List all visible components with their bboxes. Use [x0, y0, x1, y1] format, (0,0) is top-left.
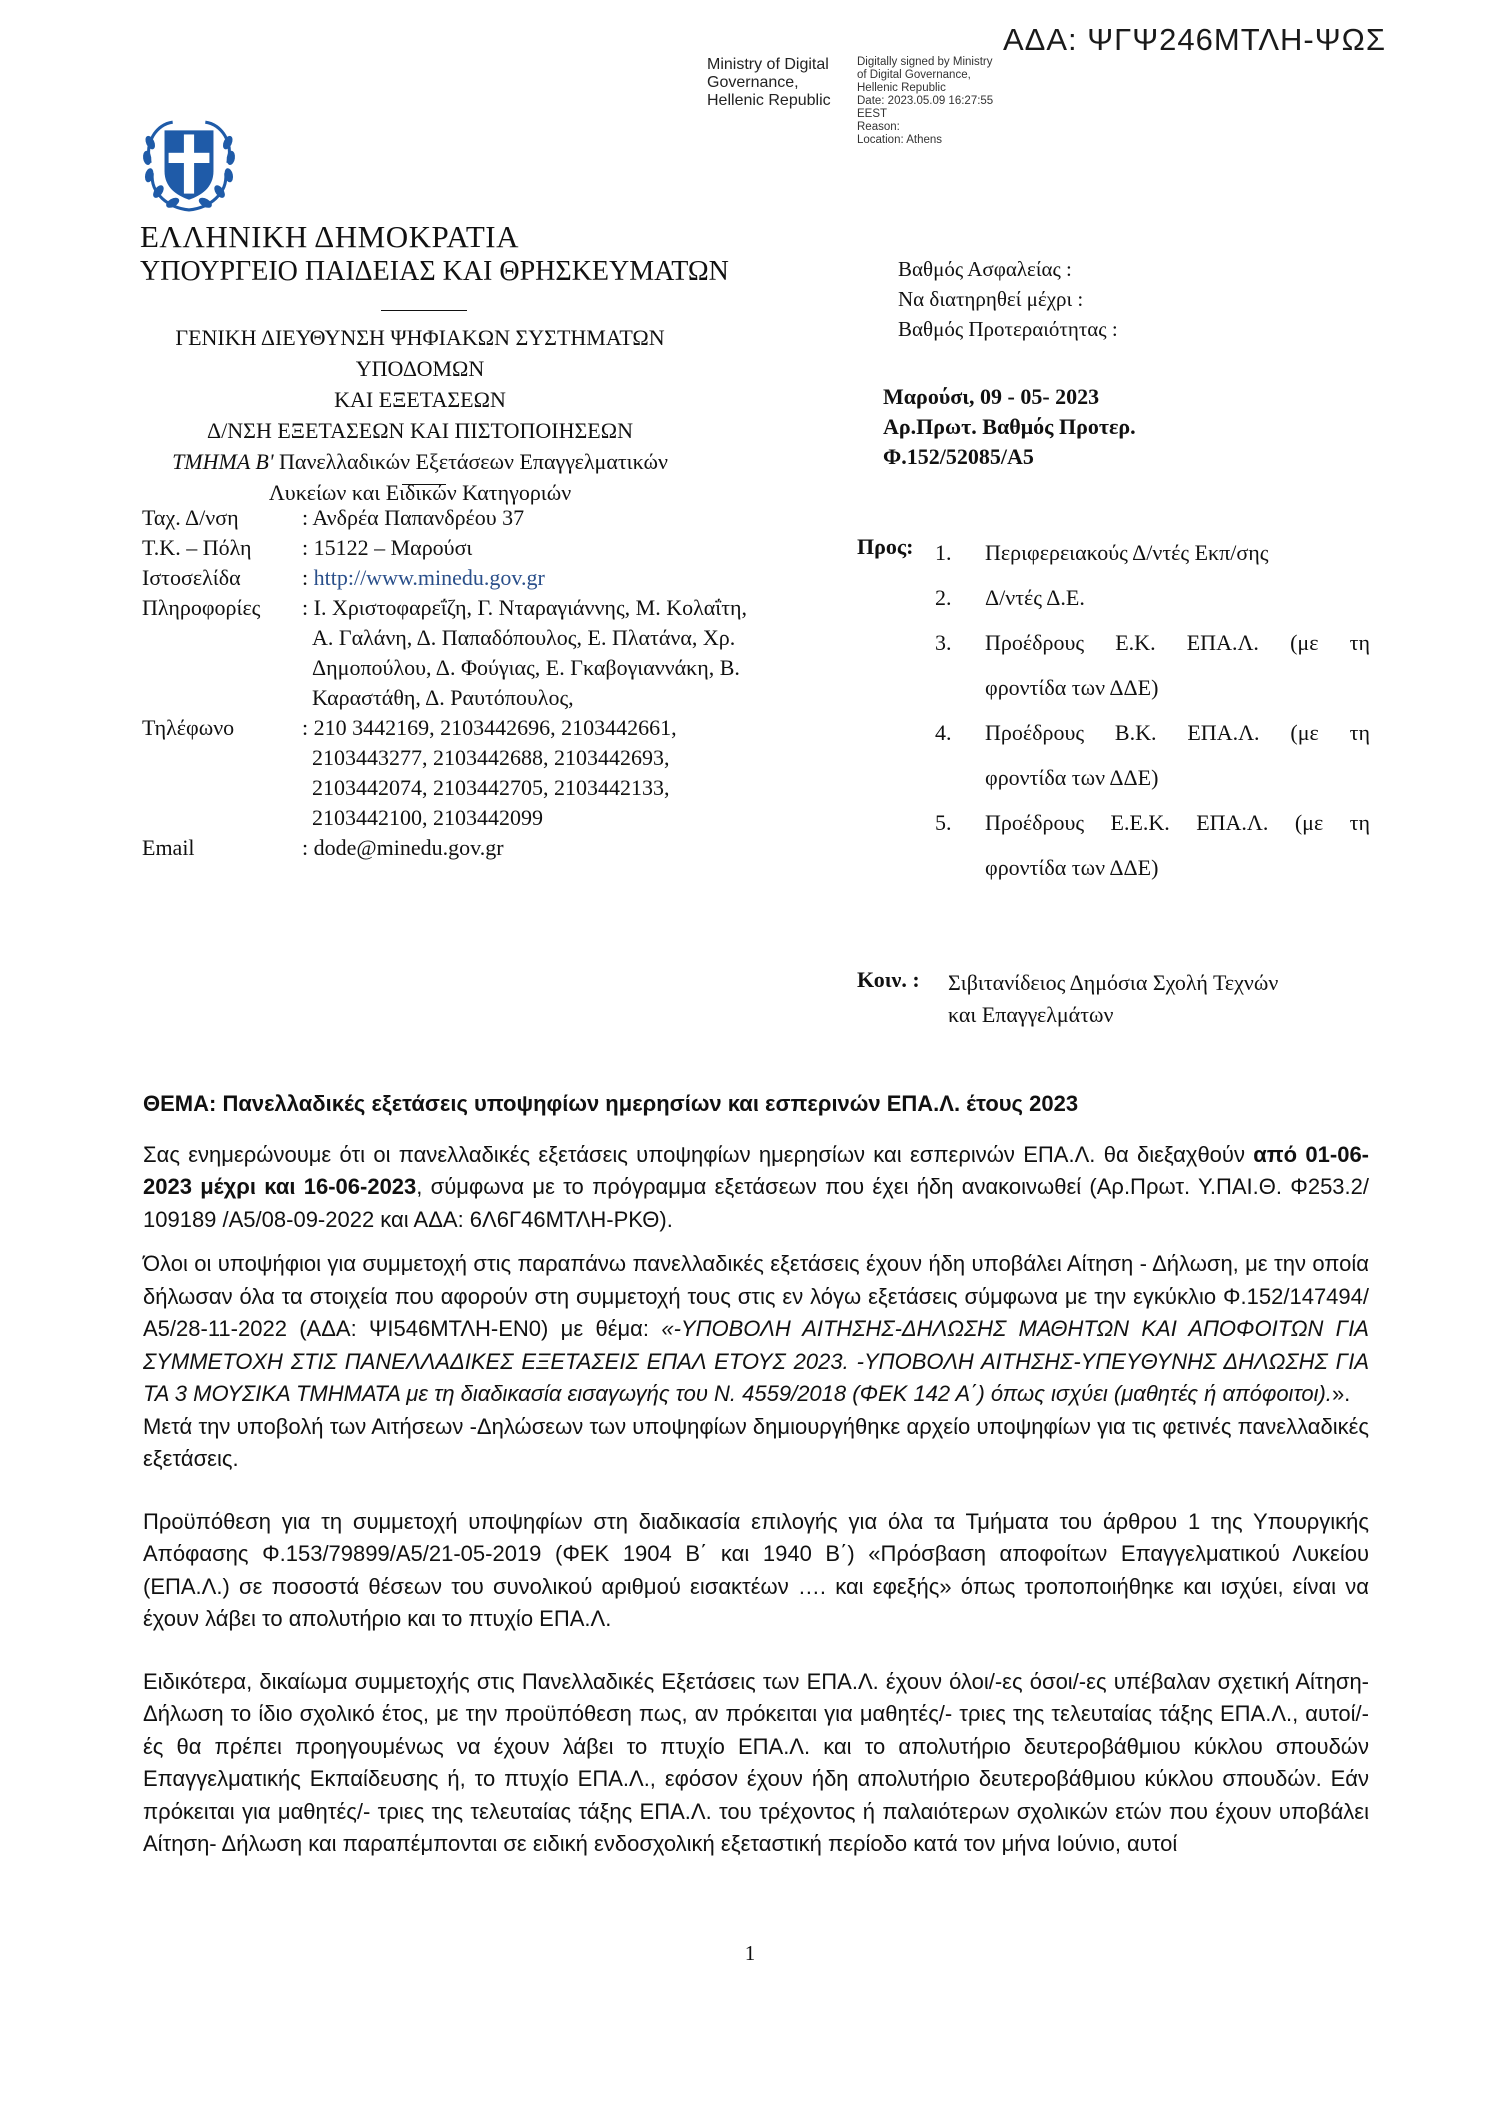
signature-detail-line: of Digital Governance, — [857, 69, 971, 81]
phone-line: 2103442100, 2103442099 — [312, 805, 543, 830]
contact-row-website — [142, 563, 832, 593]
info-line: Δημοπούλου, Δ. Φούγιας, Ε. Γκαβογιαννάκη, Β. — [312, 655, 740, 680]
paragraph-eligibility: Ειδικότερα, δικαίωμα συμμετοχής στις Πανελλαδικές Εξετάσεις των ΕΠΑ.Λ. έχουν όλοι/-ες όσοι/-ες υπέβαλαν σχετική Αίτηση- Δήλωση το ίδιο σχολικό έτος, με την προϋπόθεση πως, αν πρόκειται για μαθητές/- τριες της τελευταίας τάξης ΕΠΑ.Λ., αυτοί/-ές θα πρέπει προηγουμένως να έχουν λάβει το πτυχίο ΕΠΑ.Λ. και το απολυτήριο δευτεροβάθμιου κύκλου σπουδών Επαγγελματικής Εκπαίδευσης ή, το πτυχίο ΕΠΑ.Λ., εφόσον έχουν ήδη απολυτήριο δευτεροβάθμιου κύκλου σπουδών. Εάν πρόκειται για μαθητές/- τριες της τελευταίας τάξης ΕΠΑ.Λ. του τρέχοντος ή παλαιότερων σχολικών ετών που έχουν υποβάλει Αίτηση- Δήλωση και παραπέμπονται σε ειδική ενδοσχολική εξεταστική περίοδο κατά τον μήνα Ιούνιο, αυτοί — [143, 1668, 1369, 1856]
ada-code: ΑΔΑ: ΨΓΨ246ΜΤΛΗ-ΨΩΣ — [1003, 22, 1386, 57]
directorate-line: ΓΕΝΙΚΗ ΔΙΕΥΘΥΝΣΗ ΨΗΦΙΑΚΩΝ ΣΥΣΤΗΜΑΤΩΝ ΥΠΟΔΟΜΩΝ — [175, 325, 665, 381]
cc-line: Σιβιτανίδειος Δημόσια Σχολή Τεχνών — [948, 970, 1279, 995]
contact-label: Ιστοσελίδα — [142, 565, 241, 590]
contact-row-address — [142, 503, 832, 533]
signature-organization — [707, 56, 831, 110]
cc-line: και Επαγγελμάτων — [948, 1002, 1114, 1027]
signature-detail-line: Location: Athens — [857, 134, 943, 146]
subject-heading: ΘΕΜΑ: Πανελλαδικές εξετάσεις υποψηφίων ημερησίων και εσπερινών ΕΠΑ.Λ. έτους 2023 — [143, 1091, 1079, 1116]
recipient-item — [935, 620, 1370, 665]
contact-table — [142, 503, 832, 863]
contact-value: : 15122 – Μαρούσι — [302, 535, 473, 560]
signature-org-line: Hellenic Republic — [707, 92, 831, 109]
phone-line: 2103442074, 2103442705, 2103442133, — [312, 775, 670, 800]
section-name: Πανελλαδικών Εξετάσεων Επαγγελματικών — [273, 449, 668, 474]
recipient-text: φροντίδα των ΔΔΕ) — [985, 675, 1159, 700]
recipient-item-cont — [935, 755, 1370, 800]
recipient-number-blank — [935, 845, 985, 890]
paragraph-applications — [143, 1248, 1369, 1411]
document-body — [143, 1088, 1369, 1861]
phone-line: 2103443277, 2103442688, 2103442693, — [312, 745, 670, 770]
contact-label: Τηλέφωνο — [142, 715, 235, 740]
directorate-line: ΚΑΙ ΕΞΕΤΑΣΕΩΝ — [334, 387, 506, 412]
recipient-text: φροντίδα των ΔΔΕ) — [985, 765, 1159, 790]
protocol-number: Φ.152/52085/Α5 — [883, 444, 1034, 469]
page-number: 1 — [744, 1941, 756, 1965]
recipient-text: Δ/ντές Δ.Ε. — [985, 585, 1085, 610]
text-run: Όλοι οι υποψήφιοι για συμμετοχή στις παραπάνω πανελλαδικές εξετάσεις έχουν ήδη υποβάλει Αίτηση - Δήλωση, με την οποία δήλωσαν όλα τα στοιχεία που αφορούν στη συμμετοχή τους στις εν λόγω εξετάσεις σύμφωνα με την εγκύκλιο Φ.152/147494/Α5/28-11-2022 (ΑΔΑ: ΨΙ546ΜΤΛΗ-ΕΝ0) με θέμα: — [143, 1251, 1369, 1341]
ministry-heading: ΥΠΟΥΡΓΕΙΟ ΠΑΙΔΕΙΑΣ ΚΑΙ ΘΡΗΣΚΕΥΜΑΤΩΝ — [140, 256, 729, 287]
paragraph-exam-dates — [143, 1139, 1369, 1237]
signature-org-line: Ministry of Digital — [707, 56, 829, 73]
recipient-item — [935, 800, 1370, 845]
recipient-text: Προέδρους Ε.Κ. ΕΠΑ.Λ. (με τη — [985, 630, 1370, 655]
document-date: Μαρούσι, 09 - 05- 2023 — [883, 384, 1100, 409]
recipient-text: Προέδρους Ε.Ε.Κ. ΕΠΑ.Λ. (με τη — [985, 810, 1370, 835]
contact-label: Email — [142, 835, 195, 860]
email-value: : dode@minedu.gov.gr — [302, 835, 504, 860]
info-line: Α. Γαλάνη, Δ. Παπαδόπουλος, Ε. Πλατάνα, Χρ. — [312, 625, 736, 650]
website-link[interactable]: http://www.minedu.gov.gr — [313, 565, 545, 590]
recipient-text: Προέδρους Β.Κ. ΕΠΑ.Λ. (με τη — [985, 720, 1370, 745]
text-run: , σύμφωνα με το πρόγραμμα εξετάσεων που έχει ήδη ανακοινωθεί (Αρ.Πρωτ. Υ.ΠΑΙ.Θ. Φ253.2/ 109189 /Α5/08-09-2022 και ΑΔΑ: 6Λ6Γ46ΜΤΛΗ-ΡΚΘ). — [143, 1174, 1369, 1232]
signature-details — [857, 56, 993, 147]
contact-value — [302, 713, 832, 833]
recipients-label: Προς: — [857, 534, 914, 559]
signature-detail-line: Reason: — [857, 121, 900, 133]
date-protocol-block — [883, 382, 1136, 472]
security-block — [898, 254, 1118, 344]
signature-detail-line: Digitally signed by Ministry — [857, 56, 993, 68]
header-divider — [381, 310, 467, 311]
contact-label: Τ.Κ. – Πόλη — [142, 535, 252, 560]
section-divider — [402, 484, 446, 485]
recipient-number: 5. — [935, 810, 952, 835]
text-run: ». — [1331, 1381, 1351, 1406]
section-line — [140, 446, 700, 477]
retention: Να διατηρηθεί μέχρι : — [898, 287, 1084, 311]
recipient-number-blank — [935, 665, 985, 710]
recipients-list — [935, 530, 1370, 890]
cc-label: Κοιν. : — [857, 967, 920, 992]
signature-detail-line: EEST — [857, 108, 888, 120]
paragraph-prerequisite: Προϋπόθεση για τη συμμετοχή υποψηφίων στη διαδικασία επιλογής για όλα τα Τμήματα του άρθρου 1 της Υπουργικής Απόφασης Φ.153/79899/Α5/21-05-2019 (ΦΕΚ 1904 Β΄ και 1940 Β΄) «Πρόσβαση αποφοίτων Επαγγελματικού Λυκείου (ΕΠΑ.Λ.) σε ποσοστά θέσεων του συνολικού αριθμού εισακτέων …. και εφεξής» όπως τροποποιήθηκε και ισχύει, είναι να έχουν λάβει το απολυτήριο και το πτυχίο ΕΠΑ.Λ. — [143, 1508, 1369, 1631]
signature-detail-line: Date: 2023.05.09 16:27:55 — [857, 95, 994, 107]
recipient-item-cont — [935, 665, 1370, 710]
security-level: Βαθμός Ασφαλείας : — [898, 257, 1072, 281]
phone-line: : 210 3442169, 2103442696, 2103442661, — [302, 715, 677, 740]
recipient-item — [935, 530, 1370, 575]
recipient-item — [935, 575, 1370, 620]
paragraph-candidate-file: Μετά την υποβολή των Αιτήσεων -Δηλώσεων των υποψηφίων δημιουργήθηκε αρχείο υποψηφίων για τις φετινές πανελλαδικές εξετάσεις. — [143, 1413, 1369, 1471]
contact-row-postcode — [142, 533, 832, 563]
recipient-number: 4. — [935, 720, 952, 745]
signature-org-line: Governance, — [707, 74, 799, 91]
greek-coat-of-arms-emblem — [138, 112, 240, 214]
exam-dates: από 01-06-2023 μέχρι και 16-06-2023 — [143, 1141, 1369, 1199]
recipient-item — [935, 710, 1370, 755]
recipient-text: Περιφερειακούς Δ/ντές Εκπ/σης — [985, 540, 1269, 565]
recipient-number: 1. — [935, 540, 952, 565]
protocol-label: Αρ.Πρωτ. Βαθμός Προτερ. — [883, 414, 1136, 439]
recipient-item-cont — [935, 845, 1370, 890]
cc-recipient — [948, 967, 1378, 1031]
directorate-line: Δ/ΝΣΗ ΕΞΕΤΑΣΕΩΝ ΚΑΙ ΠΙΣΤΟΠΟΙΗΣΕΩΝ — [207, 418, 633, 443]
country-heading: ΕΛΛΗΝΙΚΗ ΔΗΜΟΚΡΑΤΙΑ — [140, 219, 520, 254]
recipient-number-blank — [935, 755, 985, 800]
circular-title: «-ΥΠΟΒΟΛΗ ΑΙΤΗΣΗΣ-ΔΗΛΩΣΗΣ ΜΑΘΗΤΩΝ ΚΑΙ ΑΠΟΦΟΙΤΩΝ ΓΙΑ ΣΥΜΜΕΤΟΧΗ ΣΤΙΣ ΠΑΝΕΛΛΑΔΙΚΕΣ ΕΞΕΤΑΣΕΙΣ ΕΠΑΛ ΕΤΟΥΣ 2023. -ΥΠΟΒΟΛΗ ΑΙΤΗΣΗΣ-ΥΠΕΥΘΥΝΗΣ ΔΗΛΩΣΗΣ ΓΙΑ ΤΑ 3 ΜΟΥΣΙΚΑ ΤΜΗΜΑΤΑ με τη διαδικασία εισαγωγής του Ν. 4559/2018 (ΦΕΚ 142 Α΄) όπως ισχύει (μαθητές ή απόφοιτοι). — [143, 1316, 1369, 1406]
info-line: Καραστάθη, Δ. Ραυτόπουλος, — [312, 685, 574, 710]
contact-value — [302, 593, 832, 713]
priority-level: Βαθμός Προτεραιότητας : — [898, 317, 1118, 341]
colon: : — [302, 565, 314, 590]
contact-row-phone — [142, 713, 832, 833]
contact-value: : Ανδρέα Παπανδρέου 37 — [302, 505, 525, 530]
contact-value — [302, 563, 832, 593]
recipient-number: 2. — [935, 585, 952, 610]
recipient-text: φροντίδα των ΔΔΕ) — [985, 855, 1159, 880]
contact-label: Ταχ. Δ/νση — [142, 505, 239, 530]
directorate-block — [140, 322, 700, 508]
signature-detail-line: Hellenic Republic — [857, 82, 946, 94]
info-line: : Ι. Χριστοφαρεΐζη, Γ. Νταραγιάννης, Μ. Κολαΐτη, — [302, 595, 748, 620]
contact-row-email — [142, 833, 832, 863]
section-line-2: Λυκείων και Ειδικών Κατηγοριών — [268, 480, 572, 505]
section-prefix: ΤΜΗΜΑ Β' — [172, 449, 274, 474]
contact-row-info — [142, 593, 832, 713]
text-run: Σας ενημερώνουμε ότι οι πανελλαδικές εξετάσεις υποψηφίων ημερησίων και εσπερινών ΕΠΑ.Λ. θα διεξαχθούν — [143, 1141, 1254, 1167]
contact-label: Πληροφορίες — [142, 595, 261, 620]
recipient-number: 3. — [935, 630, 952, 655]
